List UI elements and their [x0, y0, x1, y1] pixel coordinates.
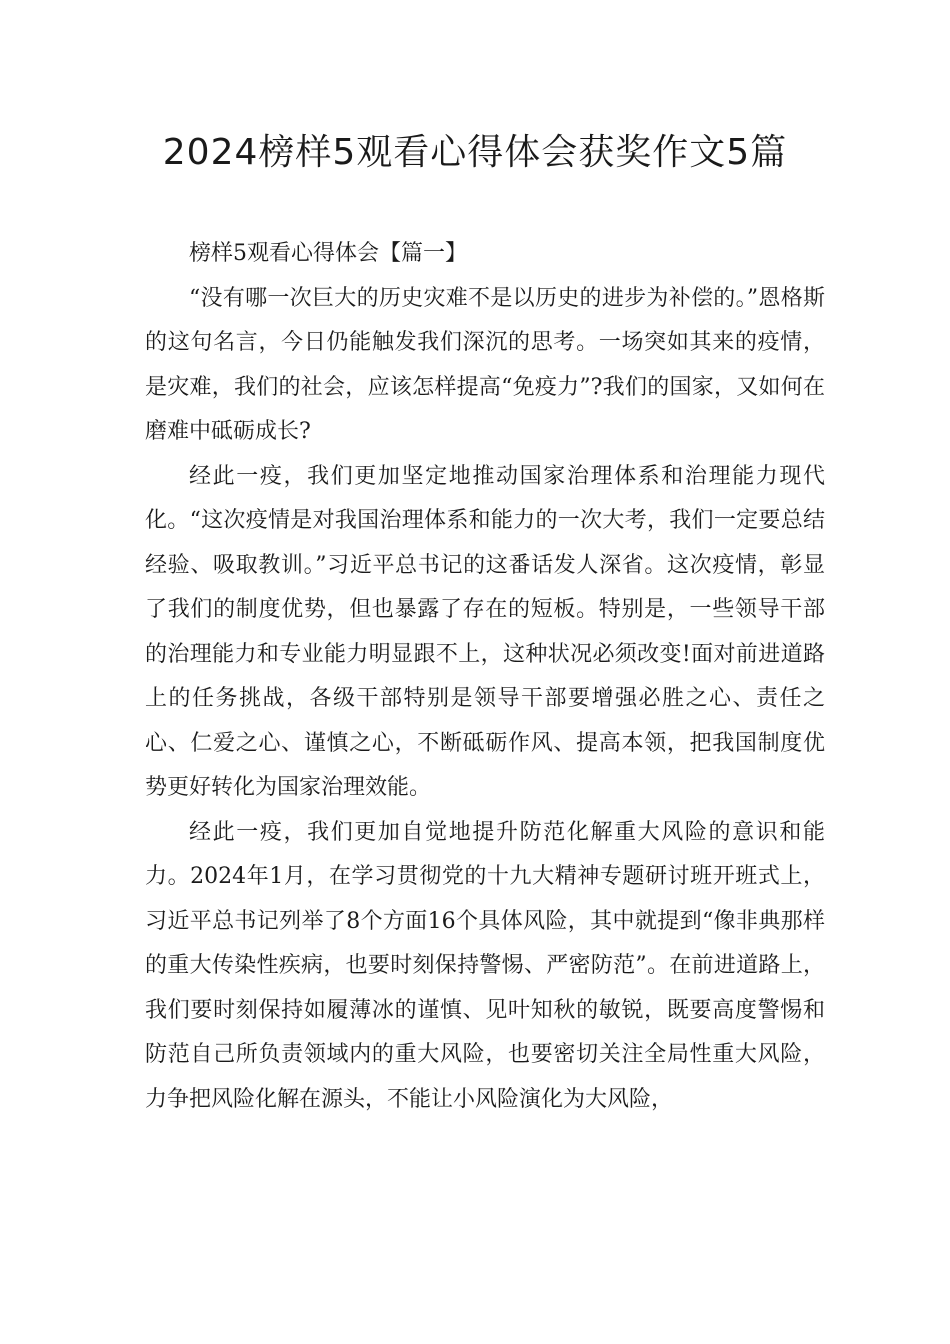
document-title: 2024榜样5观看心得体会获奖作文5篇 — [162, 132, 788, 173]
document-body — [145, 232, 825, 1122]
paragraph: 经此一疫，我们更加坚定地推动国家治理体系和治理能力现代化。“这次疫情是对我国治理体系和能力的一次大考，我们一定要总结经验、吸取教训。”习近平总书记的这番话发人深省。这次疫情，彰显了我们的制度优势，但也暴露了存在的短板。特别是，一些领导干部的治理能力和专业能力明显跟不上，这种状况必须改变!面对前进道路上的任务挑战，各级干部特别是领导干部要增强必胜之心、责任之心、仁爱之心、谨慎之心，不断砥砺作风、提高本领，把我国制度优势更好转化为国家治理效能。 — [145, 463, 825, 800]
paragraph: 经此一疫，我们更加自觉地提升防范化解重大风险的意识和能力。2024年1月，在学习贯彻党的十九大精神专题研讨班开班式上，习近平总书记列举了8个方面16个具体风险，其中就提到“像非典那样的重大传染性疾病，也要时刻保持警惕、严密防范”。在前进道路上，我们要时刻保持如履薄冰的谨慎、见叶知秋的敏锐，既要高度警惕和防范自己所负责领域内的重大风险，也要密切关注全局性重大风险，力争把风险化解在源头，不能让小风险演化为大风险， — [145, 819, 825, 1112]
paragraph: “没有哪一次巨大的历史灾难不是以历史的进步为补偿的。”恩格斯的这句名言，今日仍能触发我们深沉的思考。一场突如其来的疫情，是灾难，我们的社会，应该怎样提高“免疫力”?我们的国家，又如何在磨难中砥砺成长? — [145, 285, 825, 444]
section-heading: 榜样5观看心得体会【篇一】 — [189, 241, 467, 266]
